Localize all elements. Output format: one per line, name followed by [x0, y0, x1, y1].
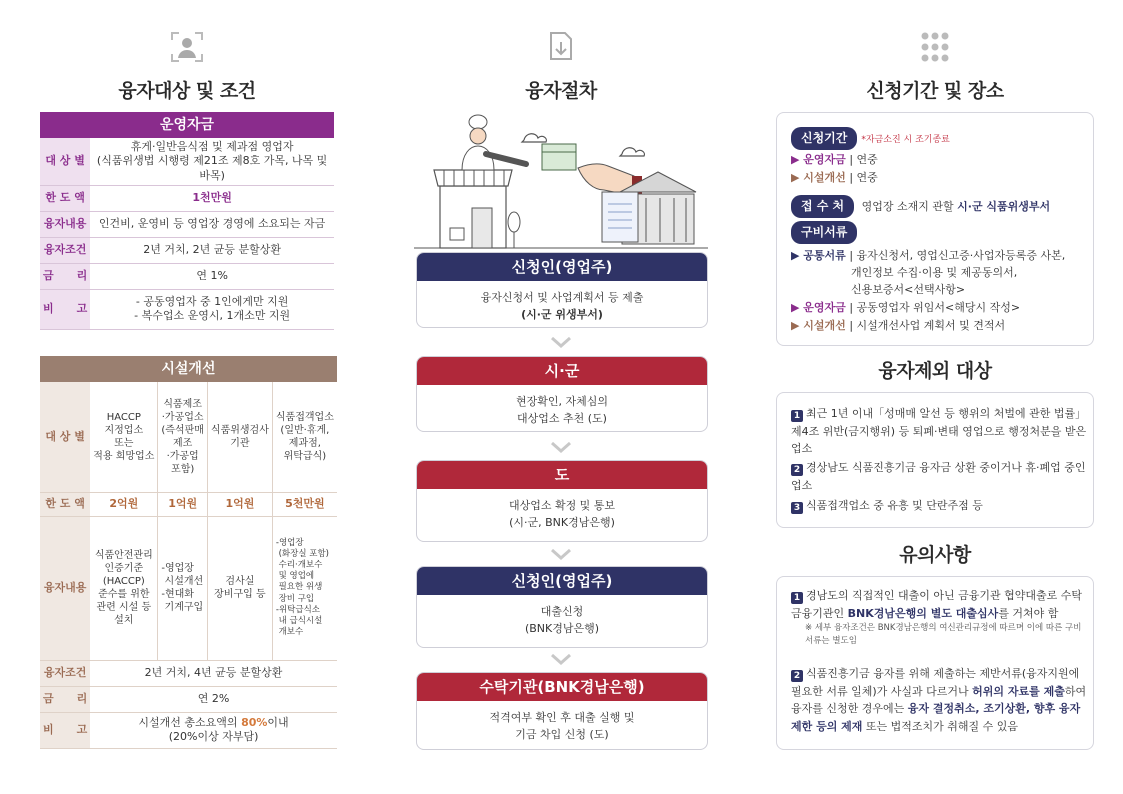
period-note: *자금소진 시 조기종료 — [861, 135, 950, 145]
docs-fac-row: ▶ 시설개선 | 시설개선사업 계획서 및 견적서 — [791, 319, 1006, 332]
step-line2: (BNK경남은행) — [524, 622, 600, 636]
row-label: 융자내용 — [40, 211, 90, 237]
limit-value: 2억원 — [90, 492, 158, 516]
fac-value: | 시설개선사업 계획서 및 견적서 — [849, 319, 1006, 332]
fac-label: 시설개선 — [803, 171, 846, 184]
facility-header: 시설개선 — [40, 356, 337, 382]
docs-pill: 구비서류 — [791, 221, 857, 244]
step-applicant-loan — [416, 566, 708, 648]
person-frame-icon — [169, 30, 205, 64]
step-line1: 대상업소 확정 및 통보 — [508, 499, 616, 512]
condition-value: 2년 거치, 2년 균등 분할상환 — [90, 237, 334, 263]
number-badge: 1 — [791, 410, 803, 422]
op-value: | 공동영업자 위임서<해당시 작성> — [849, 301, 1021, 314]
row-label: 금 리 — [40, 263, 90, 289]
section-title-caution: 유의사항 — [899, 544, 971, 566]
note-line2: (20%이상 자부담) — [168, 730, 259, 743]
caution-text: 경남도의 직접적인 대출이 아닌 금융기관 협약대출로 수탁금융기관인 — [791, 589, 1083, 620]
caution-text: 식품진흥기금 융자를 위해 제출하는 제반서류(융자지원에 필요한 서류 일체)가 사실과 다르거나 — [791, 667, 1080, 698]
step-line2: 대상업소 추천 (도) — [517, 412, 607, 426]
chevron-down-icon — [550, 336, 572, 348]
content-value: -영업장 (화장실 포함) 수리·개보수 및 영업에 필요한 위생 장비 구입 -위탁급식소 내 급식시설 개보수 — [272, 516, 336, 660]
number-badge: 2 — [791, 670, 803, 682]
target-line1: 휴게·일반음식점 및 제과점 영업자 — [130, 140, 294, 153]
caution-box — [776, 576, 1094, 750]
content-value: 인건비, 운영비 등 영업장 경영에 소요되는 자금 — [90, 211, 334, 237]
content-value: -영업장 시설개선 -현대화 기계구입 — [158, 516, 208, 660]
office-text: 영업장 소재지 관할 — [861, 200, 958, 213]
caution-text: 또는 법적조치가 취해질 수 있음 — [862, 719, 1019, 733]
row-label: 대 상 별 — [40, 382, 90, 492]
application-box — [776, 112, 1094, 346]
content-value: 검사실 장비구입 등 — [207, 516, 272, 660]
exclusion-item — [791, 459, 1087, 494]
download-document-icon — [543, 30, 579, 64]
target-cell — [90, 138, 334, 185]
caution-item — [791, 665, 1087, 735]
row-label: 금 리 — [40, 686, 90, 712]
exclusion-text: 식품접객업소 중 유흥 및 단란주점 등 — [806, 499, 983, 512]
step-title: 신청인(영업주) — [417, 253, 707, 281]
common-line3: 신용보증서<선택사항> — [851, 283, 966, 297]
rate-value: 연 2% — [90, 686, 337, 712]
period-op-row: ▶ 운영자금 | 연중 — [791, 153, 878, 166]
step-line1: 적격여부 확인 후 대출 실행 및 — [489, 711, 635, 724]
limit-value: 1억원 — [207, 492, 272, 516]
office-pill: 접 수 처 — [791, 195, 854, 218]
note-text: 시설개선 총소요액의 — [138, 715, 242, 729]
limit-value: 1천만원 — [90, 185, 334, 211]
office-row — [791, 195, 1050, 218]
exclusion-item — [791, 405, 1087, 458]
common-line1: | 융자신청서, 영업신고증·사업자등록증 사본, — [849, 249, 1066, 262]
step-city-county — [416, 356, 708, 432]
step-province — [416, 460, 708, 542]
caution-item — [791, 587, 1087, 648]
number-badge: 1 — [791, 592, 803, 604]
note-cell — [90, 712, 337, 748]
op-label: 운영자금 — [803, 301, 846, 314]
target-line2: (식품위생법 시행령 제21조 제8호 가목, 나목 및 바목) — [96, 154, 328, 182]
office-dept: 시·군 식품위생부서 — [957, 200, 1051, 213]
content-value: 식품안전관리 인증기준 (HACCP) 준수를 위한 관련 시설 등 설치 — [90, 516, 158, 660]
row-label: 대 상 별 — [40, 138, 90, 185]
grid-dots-icon — [917, 30, 953, 64]
section-title-application: 신청기간 및 장소 — [866, 80, 1004, 102]
step-line2: (시·군, BNK경남은행) — [509, 516, 615, 530]
chevron-down-icon — [550, 653, 572, 665]
step-line2: (시·군 위생부서) — [521, 308, 603, 322]
op-label: 운영자금 — [803, 153, 846, 166]
row-label: 융자조건 — [40, 660, 90, 686]
chevron-down-icon — [550, 441, 572, 453]
exclusion-text: 최근 1년 이내「성매매 알선 등 행위의 처벌에 관한 법률」 제4조 위반(금지행위) 등 퇴폐·변태 영업으로 행정처분을 받은 업소 — [791, 407, 1087, 456]
target-manufacturer: 식품제조 ·가공업소 (즉석판매 제조 ·가공업 포함) — [158, 382, 208, 492]
docs-common-row: ▶ 공통서류 | 융자신청서, 영업신고증·사업자등록증 사본, 개인정보 수집·이용 및 제공동의서, 신용보증서<선택사항> — [791, 247, 1087, 298]
row-label: 비 고 — [40, 289, 90, 329]
step-trustee-bank — [416, 672, 708, 750]
caution-note: ※ 세부 융자조건은 BNK경남은행의 여신관리규정에 따르며 이에 따른 구비서류는 별도임 — [805, 623, 1082, 646]
section-title-procedure: 융자절차 — [525, 80, 597, 102]
period-pill: 신청기간 — [791, 127, 857, 150]
section-title-exclusion: 융자제외 대상 — [878, 360, 992, 382]
condition-value: 2년 거치, 4년 균등 분할상환 — [90, 660, 337, 686]
target-inspection: 식품위생검사 기관 — [207, 382, 272, 492]
facility-improvement-table — [40, 356, 337, 749]
exclusion-text: 경상남도 식품진흥기금 융자금 상환 중이거나 휴·폐업 중인 업소 — [791, 461, 1086, 492]
common-line2: 개인정보 수집·이용 및 제공동의서, — [851, 266, 1018, 280]
note-line2: - 복수업소 운영시, 1개소만 지원 — [134, 309, 291, 323]
caution-text: 를 거쳐야 함 — [998, 606, 1059, 620]
row-label: 한 도 액 — [40, 185, 90, 211]
note-text: 이내 — [267, 715, 289, 729]
operating-fund-header: 운영자금 — [40, 112, 334, 138]
op-value: | 연중 — [849, 153, 878, 166]
step-line1: 대출신청 — [540, 605, 584, 618]
row-label: 융자조건 — [40, 237, 90, 263]
target-haccp: HACCP 지정업소 또는 적용 희망업소 — [90, 382, 158, 492]
note-cell — [90, 289, 334, 329]
number-badge: 2 — [791, 464, 803, 476]
shop-bank-illustration — [414, 108, 708, 254]
docs-op-row: ▶ 운영자금 | 공동영업자 위임서<해당시 작성> — [791, 301, 1021, 314]
step-applicant — [416, 252, 708, 328]
step-title: 수탁기관(BNK경남은행) — [417, 673, 707, 701]
row-label: 한 도 액 — [40, 492, 90, 516]
period-fac-row: ▶ 시설개선 | 연중 — [791, 171, 878, 184]
caution-highlight: BNK경남은행의 별도 대출심사 — [847, 606, 999, 620]
row-label: 융자내용 — [40, 516, 90, 660]
rate-value: 연 1% — [90, 263, 334, 289]
caution-text: 하여 융자를 신청한 경우에는 — [791, 684, 1087, 716]
note-percent: 80% — [241, 715, 268, 729]
operating-fund-table — [40, 112, 334, 330]
section-title-conditions: 융자대상 및 조건 — [118, 80, 256, 102]
fac-value: | 연중 — [849, 171, 878, 184]
exclusion-item — [791, 497, 1087, 515]
limit-value: 5천만원 — [272, 492, 336, 516]
step-line1: 현장확인, 자체심의 — [515, 395, 608, 408]
step-line2: 기금 차입 신청 (도) — [515, 728, 609, 742]
chevron-down-icon — [550, 548, 572, 560]
note-line1: - 공동영업자 중 1인에게만 지원 — [135, 295, 289, 309]
period-row — [791, 127, 950, 150]
common-label: 공통서류 — [803, 249, 846, 262]
caution-highlight: 융자 결정취소, 조기상환, 향후 융자제한 등의 제재 — [791, 702, 1081, 733]
fac-label: 시설개선 — [803, 319, 846, 332]
step-title: 신청인(영업주) — [417, 567, 707, 595]
exclusion-box — [776, 392, 1094, 528]
number-badge: 3 — [791, 502, 803, 514]
caution-highlight: 허위의 자료를 제출 — [972, 684, 1065, 698]
limit-value: 1억원 — [158, 492, 208, 516]
docs-row — [791, 221, 857, 244]
step-line1: 융자신청서 및 사업계획서 등 제출 — [480, 291, 644, 304]
step-title: 도 — [417, 461, 707, 489]
row-label: 비 고 — [40, 712, 90, 748]
step-title: 시·군 — [417, 357, 707, 385]
target-restaurant: 식품접객업소 (일반·휴게, 제과점, 위탁급식) — [272, 382, 336, 492]
